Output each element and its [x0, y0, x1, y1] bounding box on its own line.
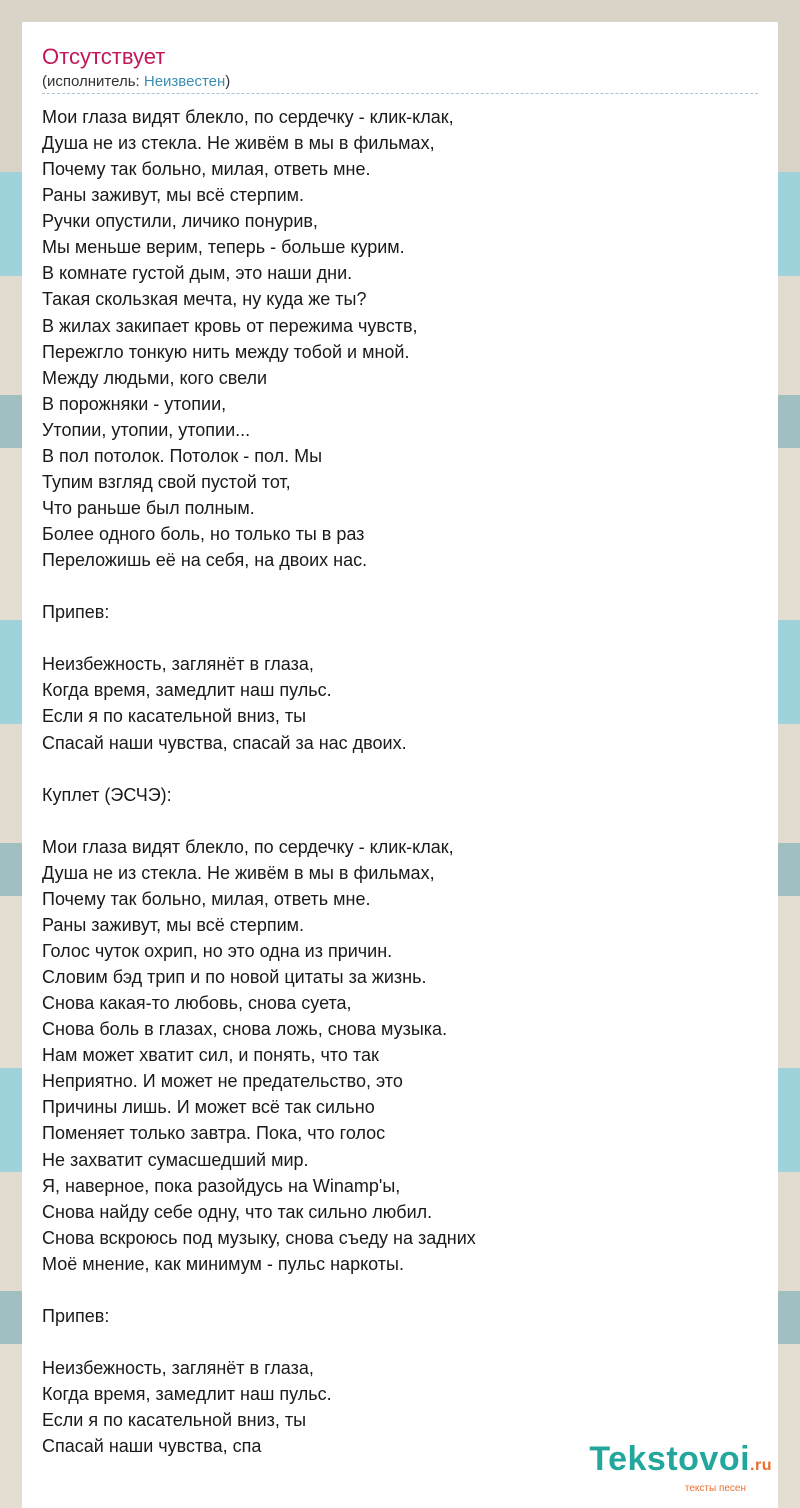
- artist-name-link[interactable]: Неизвестен: [143, 73, 226, 90]
- header-divider: [42, 93, 758, 94]
- artist-suffix: ): [225, 73, 231, 90]
- logo-wordmark: [589, 1441, 772, 1484]
- logo-tld: .ru: [750, 1457, 772, 1474]
- logo-tagline: тексты песен: [684, 1483, 746, 1494]
- artist-prefix: (исполнитель:: [42, 73, 144, 90]
- artist-line: [42, 73, 230, 91]
- song-title: Отсутствует: [42, 44, 166, 69]
- lyrics-card: [22, 22, 778, 1508]
- lyrics-text: Мои глаза видят блекло, по сердечку - клик-клак, Душа не из стекла. Не живём в мы в фильмах, Почему так больно, милая, ответь мне. Раны заживут, мы всё стерпим. Ручки опустили, личико понурив, Мы меньше верим, теперь - больше курим. В комнате густой дым, это наши дни. Такая скользкая мечта, ну куда же ты? В жилах закипает кровь от пережима чувств, Пережгло тонкую нить между тобой и мной. Между людьми, кого свели В порожняки - утопии, Утопии, утопии, утопии... В пол потолок. Потолок - пол. Мы Тупим взгляд свой пустой тот, Что раньше был полным. Более одного боль, но только ты в раз Переложишь её на себя, на двоих нас. Припев: Неизбежность, заглянёт в глаза, Когда время, замедлит наш пульс. Если я по касательной вниз, ты Спасай наши чувства, спасай за нас двоих. Куплет (ЭСЧЭ): Мои глаза видят блекло, по сердечку - клик-клак, Душа не из стекла. Не живём в мы в фильмах, Почему так больно, милая, ответь мне. Раны заживут, мы всё стерпим. Голос чуток охрип, но это одна из причин. Словим бэд трип и по новой цитаты за жизнь. Снова какая-то любовь, снова суета, Снова боль в глазах, снова ложь, снова музыка. Нам может хватит сил, и понять, что так Неприятно. И может не предательство, это Причины лишь. И может всё так сильно Поменяет только завтра. Пока, что голос Не захватит сумасшедший мир. Я, наверное, пока разойдусь на Winamp'ы, Снова найду себе одну, что так сильно любил. Снова вскроюсь под музыку, снова съеду на задних Моё мнение, как минимум - пульс наркоты. Припев: Неизбежность, заглянёт в глаза, Когда время, замедлит наш пульс. Если я по касательной вниз, ты Спасай наши чувства, спа: [42, 107, 476, 1457]
- logo-name: Tekstovoi: [589, 1440, 751, 1478]
- site-logo[interactable]: [589, 1441, 772, 1494]
